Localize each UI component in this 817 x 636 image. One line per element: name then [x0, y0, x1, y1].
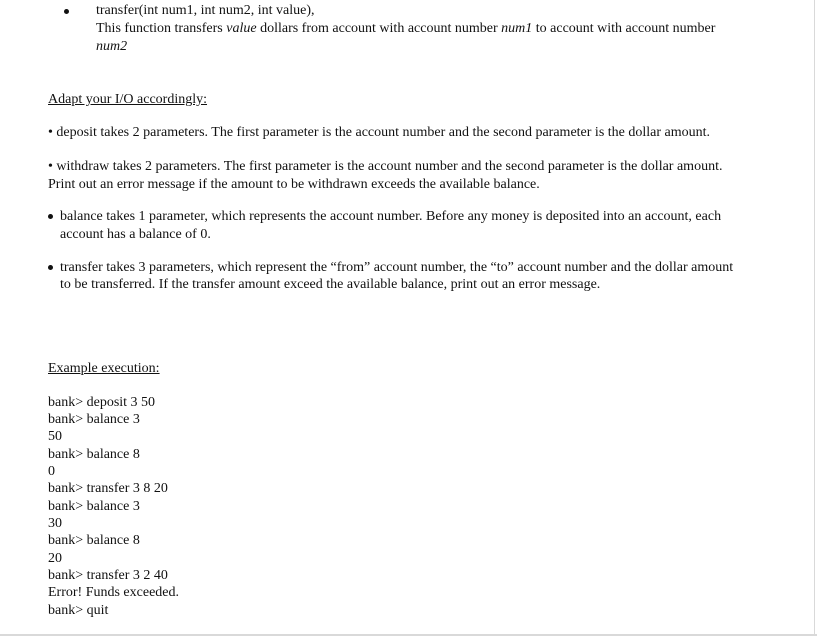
balance-item-line-2: account has a balance of 0.: [60, 227, 211, 242]
function-description-line-1: [96, 20, 715, 37]
page-right-border: [814, 0, 815, 636]
balance-item-line-1: balance takes 1 parameter, which represents the account number. Before any money is deposited into an account, each: [60, 209, 722, 224]
example-line: 50: [48, 429, 62, 444]
example-line: bank> balance 8: [48, 447, 140, 462]
example-line: bank> transfer 3 8 20: [48, 481, 168, 496]
desc-text: This function transfers: [96, 21, 227, 36]
example-line: bank> deposit 3 50: [48, 395, 156, 410]
desc-italic-num1: num1: [501, 21, 533, 36]
desc-italic-value: value: [226, 21, 257, 36]
example-line: 20: [48, 551, 62, 566]
example-heading: Example execution:: [48, 361, 160, 376]
example-line: 0: [48, 464, 55, 479]
bullet-icon: [48, 214, 53, 219]
function-signature: transfer(int num1, int num2, int value),: [96, 3, 315, 18]
example-line: bank> transfer 3 2 40: [48, 568, 168, 583]
example-line: Error! Funds exceeded.: [48, 585, 180, 600]
deposit-item: • deposit takes 2 parameters. The first parameter is the account number and the second parameter is the dollar amount.: [48, 125, 711, 140]
function-description-line-2: [96, 38, 127, 55]
transfer-item-line-2: to be transferred. If the transfer amount exceed the available balance, print out an error message.: [60, 277, 601, 292]
bullet-icon: [48, 265, 53, 270]
desc-italic-num2: num2: [96, 39, 128, 54]
withdraw-item-line-2: Print out an error message if the amount to be withdrawn exceeds the available balance.: [48, 177, 540, 192]
example-line: bank> balance 3: [48, 412, 140, 427]
example-line: bank> balance 8: [48, 533, 140, 548]
bullet-icon: [64, 9, 69, 14]
desc-text: to account with account number: [532, 21, 716, 36]
transfer-item-line-1: transfer takes 3 parameters, which represent the “from” account number, the “to” account number and the dollar amount: [60, 260, 734, 275]
example-line: 30: [48, 516, 62, 531]
io-heading: Adapt your I/O accordingly:: [48, 92, 208, 107]
withdraw-item-line-1: • withdraw takes 2 parameters. The first parameter is the account number and the second parameter is the dollar amount.: [48, 159, 723, 174]
desc-text: dollars from account with account number: [256, 21, 502, 36]
example-line: bank> quit: [48, 603, 109, 618]
example-line: bank> balance 3: [48, 499, 140, 514]
